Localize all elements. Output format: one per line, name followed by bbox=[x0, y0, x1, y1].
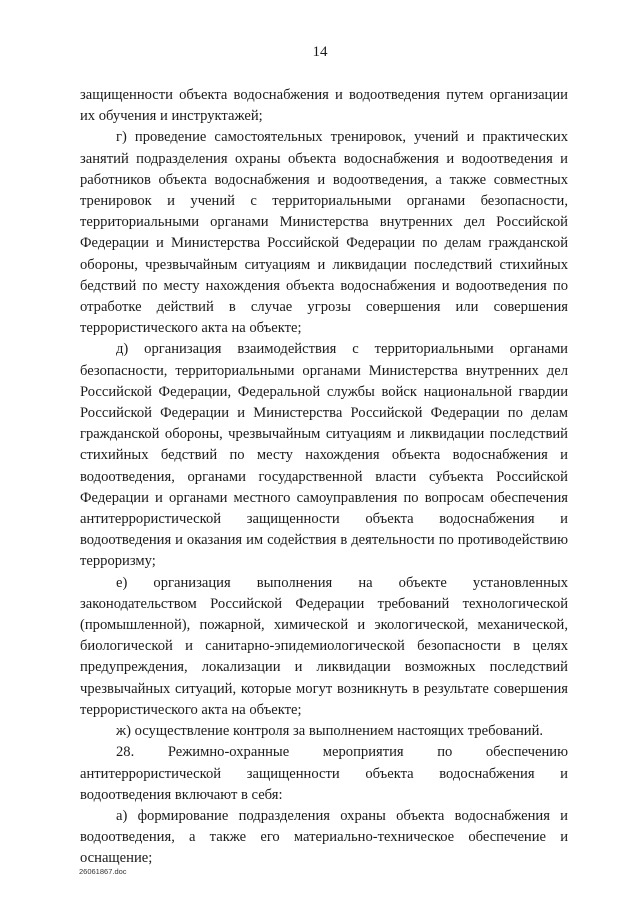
paragraph-continuation: защищенности объекта водоснабжения и водоотведения путем организации их обучения и инструктажей; bbox=[80, 87, 568, 125]
page-number: 14 bbox=[312, 44, 328, 60]
paragraph-clause-28: 28. Режимно-охранные мероприятия по обеспечению антитеррористической защищенности объекта водоснабжения и водоотведения включают в себя: bbox=[80, 744, 568, 803]
document-body bbox=[80, 85, 568, 870]
paragraph-item-g: г) проведение самостоятельных тренировок, учений и практических занятий подразделения охраны объекта водоснабжения и водоотведения и работников объекта водоснабжения и водоотведения, а также совместных тренировок и учений с территориальными органами безопасности, территориальными органами Министерства внутренних дел Российской Федерации и Министерства Российской Федерации по делам гражданской обороны, чрезвычайным ситуациям и ликвидации последствий стихийных бедствий по месту нахождения объекта водоснабжения и водоотведения по отработке действий в случае угрозы совершения или совершения террористического акта на объекте; bbox=[80, 129, 568, 337]
paragraph-item-a: а) формирование подразделения охраны объекта водоснабжения и водоотведения, а также его материально-техническое обеспечение и оснащение; bbox=[80, 807, 568, 867]
footer-filename: 26061867.doc bbox=[79, 867, 127, 876]
paragraph-item-d: д) организация взаимодействия с территориальными органами безопасности, территориальными органами Министерства внутренних дел Российской Федерации, Федеральной службы войск национальной гвардии Российской Федерации и Министерства Российской Федерации по делам гражданской обороны, чрезвычайным ситуациям и ликвидации последствий стихийных бедствий по месту нахождения объекта водоснабжения и водоотведения, органами государственной власти субъекта Российской Федерации и органами местного самоуправления по вопросам обеспечения антитеррористической защищенности объекта водоснабжения и водоотведения и оказания им содействия в деятельности по противодействию терроризму; bbox=[80, 341, 568, 570]
paragraph-item-e: е) организация выполнения на объекте установленных законодательством Российской Федерации требований технологической (промышленной), пожарной, химической и экологической, механической, биологической и санитарно-эпидемиологической безопасности в целях предупреждения, локализации и ликвидации возможных последствий чрезвычайных ситуаций, которые могут возникнуть в результате совершения террористического акта на объекте; bbox=[80, 574, 568, 718]
paragraph-item-zh: ж) осуществление контроля за выполнением настоящих требований. bbox=[116, 723, 544, 740]
